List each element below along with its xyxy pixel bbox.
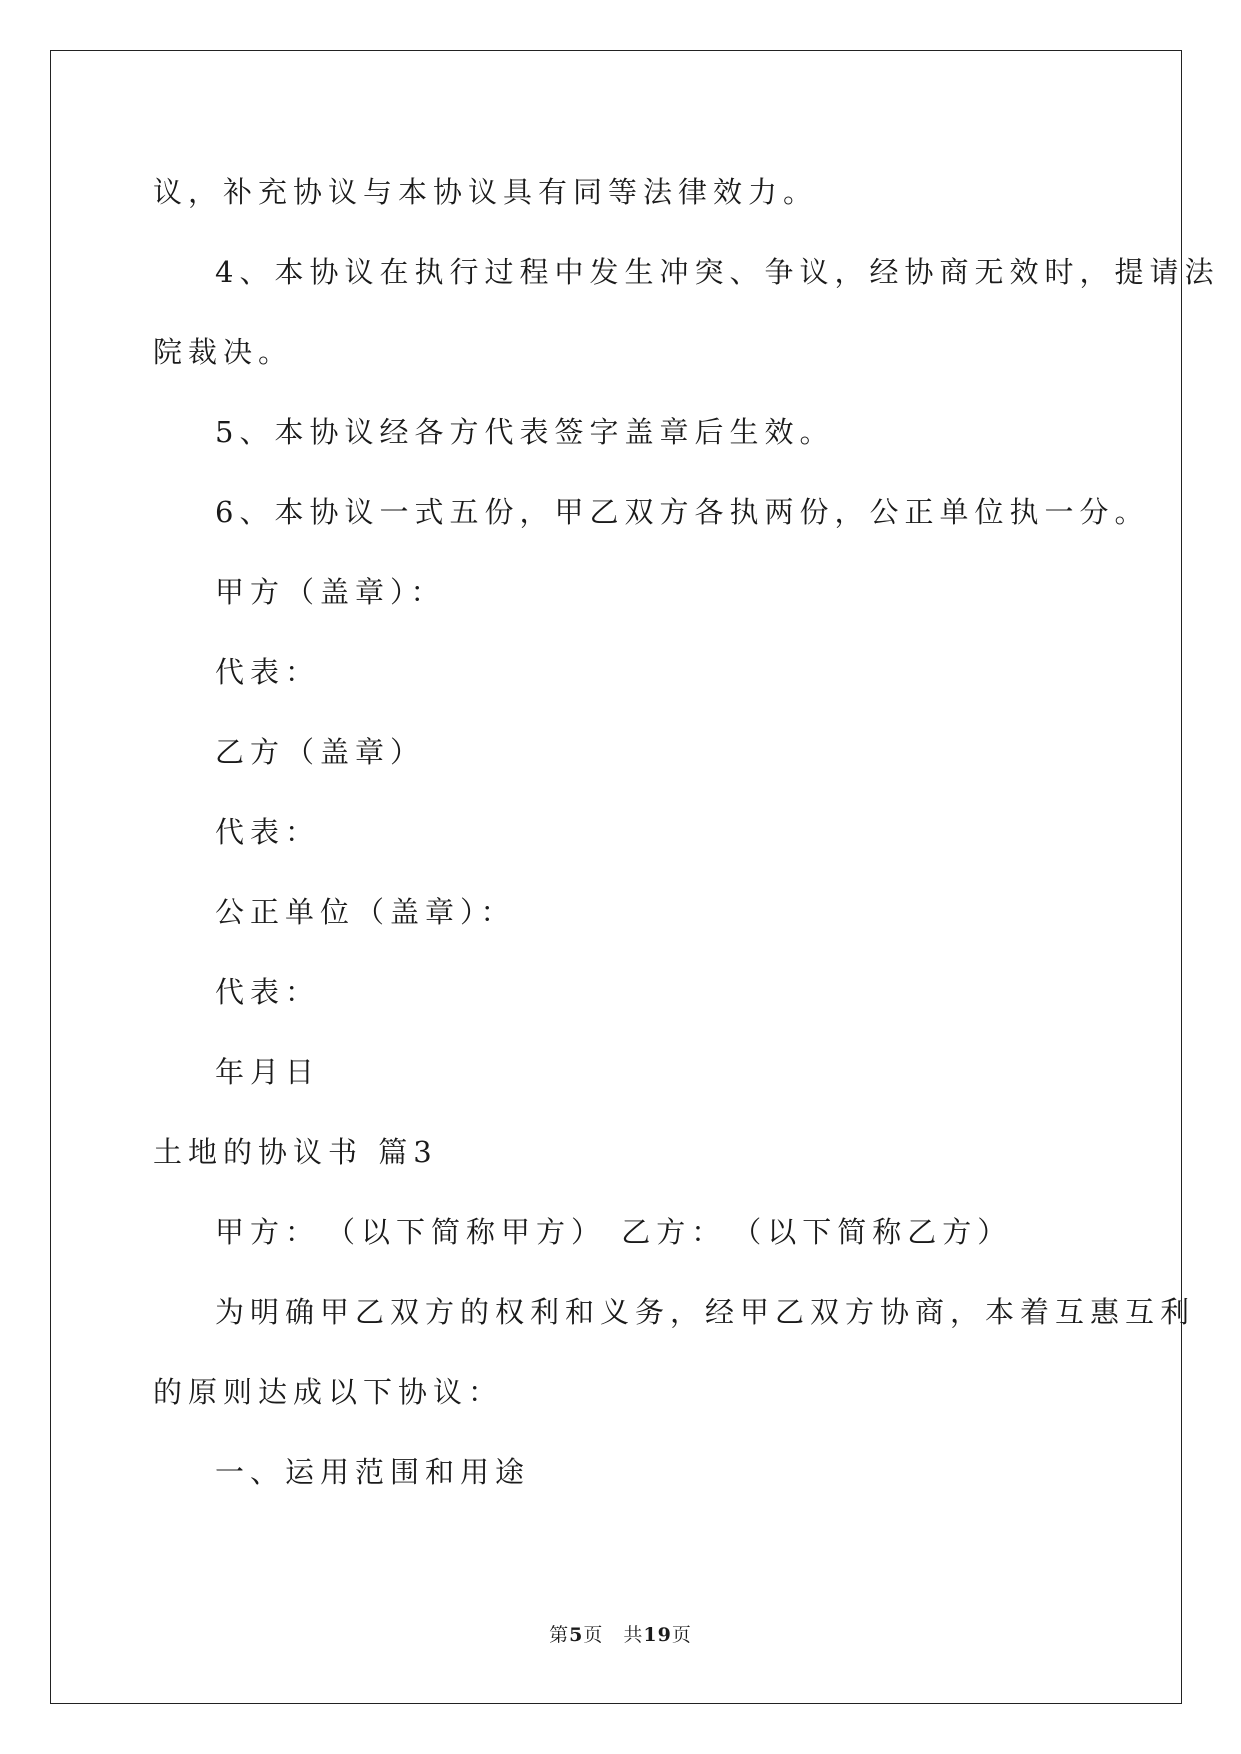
- text-line: 代表：: [215, 655, 321, 689]
- footer-mid: 页 共: [583, 1624, 644, 1646]
- footer-current-page: 5: [569, 1624, 584, 1646]
- text-line: 6、本协议一式五份，甲乙双方各执两份，公正单位执一分。: [215, 495, 1150, 529]
- page-footer: [0, 1620, 1241, 1647]
- text-line: 公正单位（盖章）：: [215, 895, 516, 929]
- text-line: 议，补充协议与本协议具有同等法律效力。: [153, 175, 819, 209]
- text-line: 年月日: [215, 1055, 321, 1089]
- text-line: 乙方（盖章）: [215, 735, 426, 769]
- text-line: 院裁决。: [153, 335, 294, 369]
- text-line: 甲方： （以下简称甲方） 乙方： （以下简称乙方）: [215, 1215, 1013, 1249]
- text-line: 5、本协议经各方代表签字盖章后生效。: [215, 415, 835, 449]
- text-line: 为明确甲乙双方的权利和义务，经甲乙双方协商，本着互惠互利: [215, 1295, 1196, 1329]
- text-line: 4、本协议在执行过程中发生冲突、争议，经协商无效时，提请法: [215, 255, 1220, 289]
- text-line: 代表：: [215, 975, 321, 1009]
- footer-prefix: 第: [549, 1624, 570, 1646]
- section-heading: 土地的协议书 篇3: [153, 1135, 438, 1169]
- text-line: 甲方（盖章）：: [215, 575, 446, 609]
- text-line: 代表：: [215, 815, 321, 849]
- text-line: 的原则达成以下协议：: [153, 1375, 504, 1409]
- footer-suffix: 页: [671, 1624, 692, 1646]
- text-line: 一、运用范围和用途: [215, 1455, 531, 1489]
- footer-total-pages: 19: [643, 1624, 672, 1646]
